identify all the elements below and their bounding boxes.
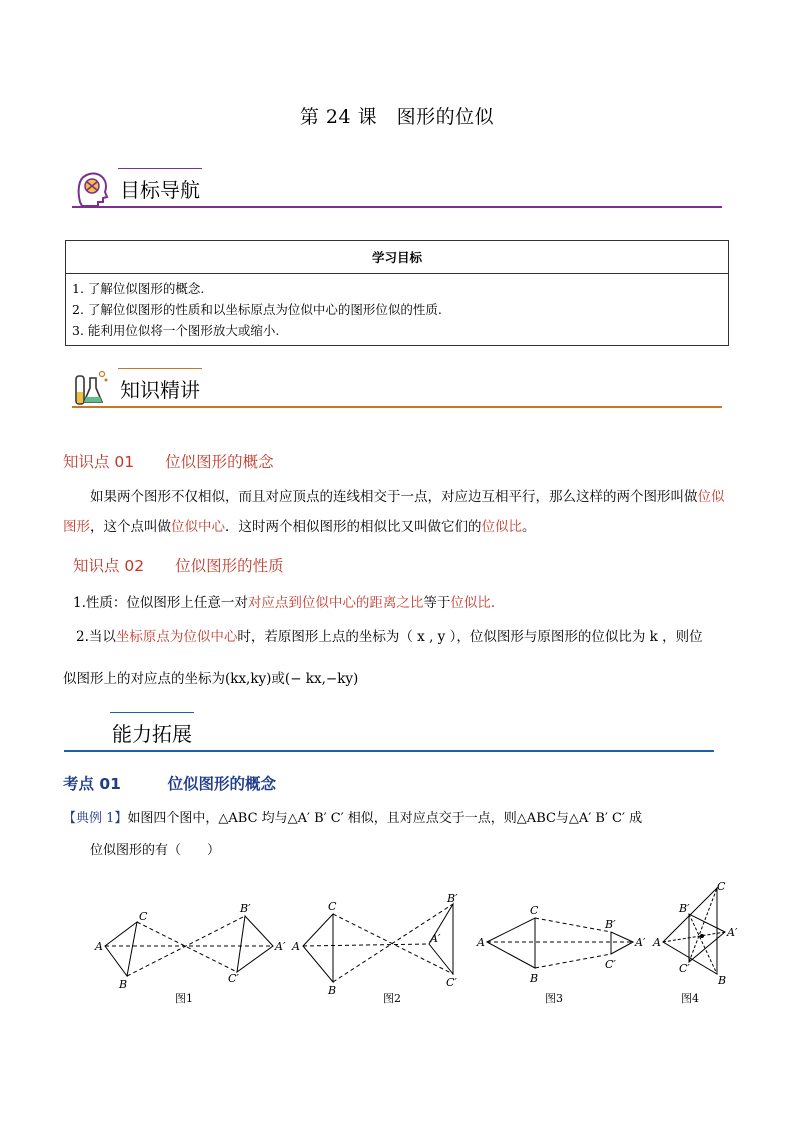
kp2-item2-cont: 似图形上的对应点的坐标为(kx,ky)或(− kx,−ky) xyxy=(63,671,359,687)
fig2-pt-c1: C′ xyxy=(446,976,457,989)
fig4-pt-c: C xyxy=(717,880,726,893)
goals-section-header xyxy=(72,168,722,208)
fig1-pt-b1: B′ xyxy=(240,902,251,915)
fig4-pt-b: B xyxy=(718,974,727,987)
fig3-pt-b: B xyxy=(530,972,539,985)
knowledge-heading: 知识精讲 xyxy=(120,378,200,402)
page-title: 第 24 课 图形的位似 xyxy=(299,106,495,128)
fig3-triangle-abc xyxy=(487,918,535,968)
example-tag: 【典例 1】 xyxy=(63,811,128,826)
goals-table-body xyxy=(66,274,729,346)
kp2-term: 坐标原点为位似中心 xyxy=(115,629,238,645)
knowledge-topline xyxy=(118,368,202,369)
fig1-pt-c: C xyxy=(139,910,148,923)
fig4-triangle-a1b1c1 xyxy=(689,914,725,962)
kp2-item1 xyxy=(73,588,733,618)
fig2-pt-a1: A′ xyxy=(430,932,441,945)
exam-title: 考点 01 位似图形的概念 xyxy=(63,775,276,793)
kp1-text: ．这时两个相似图形的相似比又叫做它们的 xyxy=(225,519,482,535)
figures-svg xyxy=(85,880,745,1010)
ability-section-header xyxy=(64,712,714,752)
goals-topline xyxy=(118,168,202,169)
fig2-triangle-abc xyxy=(303,914,333,982)
kp2-text: 1.性质：位似图形上任意一对 xyxy=(73,595,248,611)
ability-heading: 能力拓展 xyxy=(112,722,192,746)
brain-head-icon xyxy=(72,168,112,208)
fig4-pt-a: A xyxy=(653,936,661,949)
kp2-title: 知识点 02 位似图形的性质 xyxy=(73,557,284,575)
goals-table xyxy=(65,240,729,346)
fig3-caption: 图3 xyxy=(545,992,563,1005)
kp1-paragraph xyxy=(63,482,727,542)
knowledge-divider xyxy=(72,406,722,408)
goal-item: 1. 了解位似图形的概念. xyxy=(72,281,205,296)
ability-divider xyxy=(64,750,714,752)
kp1-text: 如果两个图形不仅相似，而且对应顶点的连线相交于一点，对应边互相平行，那么这样的两个图形叫做 xyxy=(90,489,698,505)
fig3-pt-b1: B′ xyxy=(605,918,616,931)
figure-4 xyxy=(663,888,725,974)
fig3-triangle-a1b1c1 xyxy=(611,932,633,954)
kp1-term-center: 位似中心 xyxy=(171,519,225,535)
kp2-text: 等于 xyxy=(423,595,451,611)
fig1-triangle-abc xyxy=(105,922,137,976)
fig1-caption: 图1 xyxy=(175,992,193,1005)
kp2-item2 xyxy=(63,622,727,652)
fig1-pt-b: B xyxy=(119,978,128,991)
kp2-term: 对应点到位似中心的距离之比 xyxy=(247,595,424,611)
fig4-pt-b1: B′ xyxy=(679,902,690,915)
knowledge-section-header xyxy=(72,368,722,408)
example-text: 如图四个图中，△ABC 均与△A′ B′ C′ 相似，且对应点交于一点，则△ABC与△A′ B′ C′ 成 xyxy=(127,811,643,826)
fig2-pt-c: C xyxy=(328,900,337,913)
fig3-pt-a: A xyxy=(477,936,485,949)
fig3-pt-a1: A′ xyxy=(635,936,646,949)
kp2-text: 2.当以 xyxy=(76,629,116,645)
fig3-pt-c: C xyxy=(530,904,539,917)
fig2-pt-a: A xyxy=(292,940,300,953)
fig3-pt-c1: C′ xyxy=(605,958,616,971)
kp1-text: 。 xyxy=(522,519,536,535)
fig2-pt-b: B xyxy=(328,984,337,997)
kp2-text: 时，若原图形上点的坐标为（ x , y ），位似图形与原图形的位似比为 k ，则位 xyxy=(237,629,703,645)
goals-divider xyxy=(72,206,722,208)
goals-table-header: 学习目标 xyxy=(66,241,729,274)
example-question-cont: 位似图形的有（ ） xyxy=(90,843,221,858)
kp2-term: 位似比. xyxy=(450,595,496,611)
goals-heading: 目标导航 xyxy=(120,178,200,202)
ability-topline xyxy=(110,712,194,713)
kp1-title: 知识点 01 位似图形的概念 xyxy=(63,453,274,471)
kp1-term-figure: 位似图形 xyxy=(63,489,725,535)
goal-item: 3. 能利用位似将一个图形放大或缩小. xyxy=(72,323,280,338)
fig1-pt-c1: C′ xyxy=(228,972,239,985)
fig4-pt-c1: C′ xyxy=(679,962,690,975)
goal-item: 2. 了解位似图形的性质和以坐标原点为位似中心的图形位似的性质. xyxy=(72,302,442,317)
kp1-text: ，这个点叫做 xyxy=(90,519,171,535)
fig1-pt-a1: A′ xyxy=(275,940,286,953)
example-question xyxy=(63,808,727,830)
fig2-caption: 图2 xyxy=(383,992,401,1005)
figure-1 xyxy=(105,916,273,976)
fig4-pt-a1: A′ xyxy=(727,926,738,939)
fig1-pt-a: A xyxy=(95,940,103,953)
kp1-term-ratio: 位似比 xyxy=(481,519,522,535)
flask-icon xyxy=(72,368,112,408)
fig4-caption: 图4 xyxy=(681,992,699,1005)
fig2-pt-b1: B′ xyxy=(447,892,458,905)
fig1-triangle-a1b1c1 xyxy=(237,916,273,972)
